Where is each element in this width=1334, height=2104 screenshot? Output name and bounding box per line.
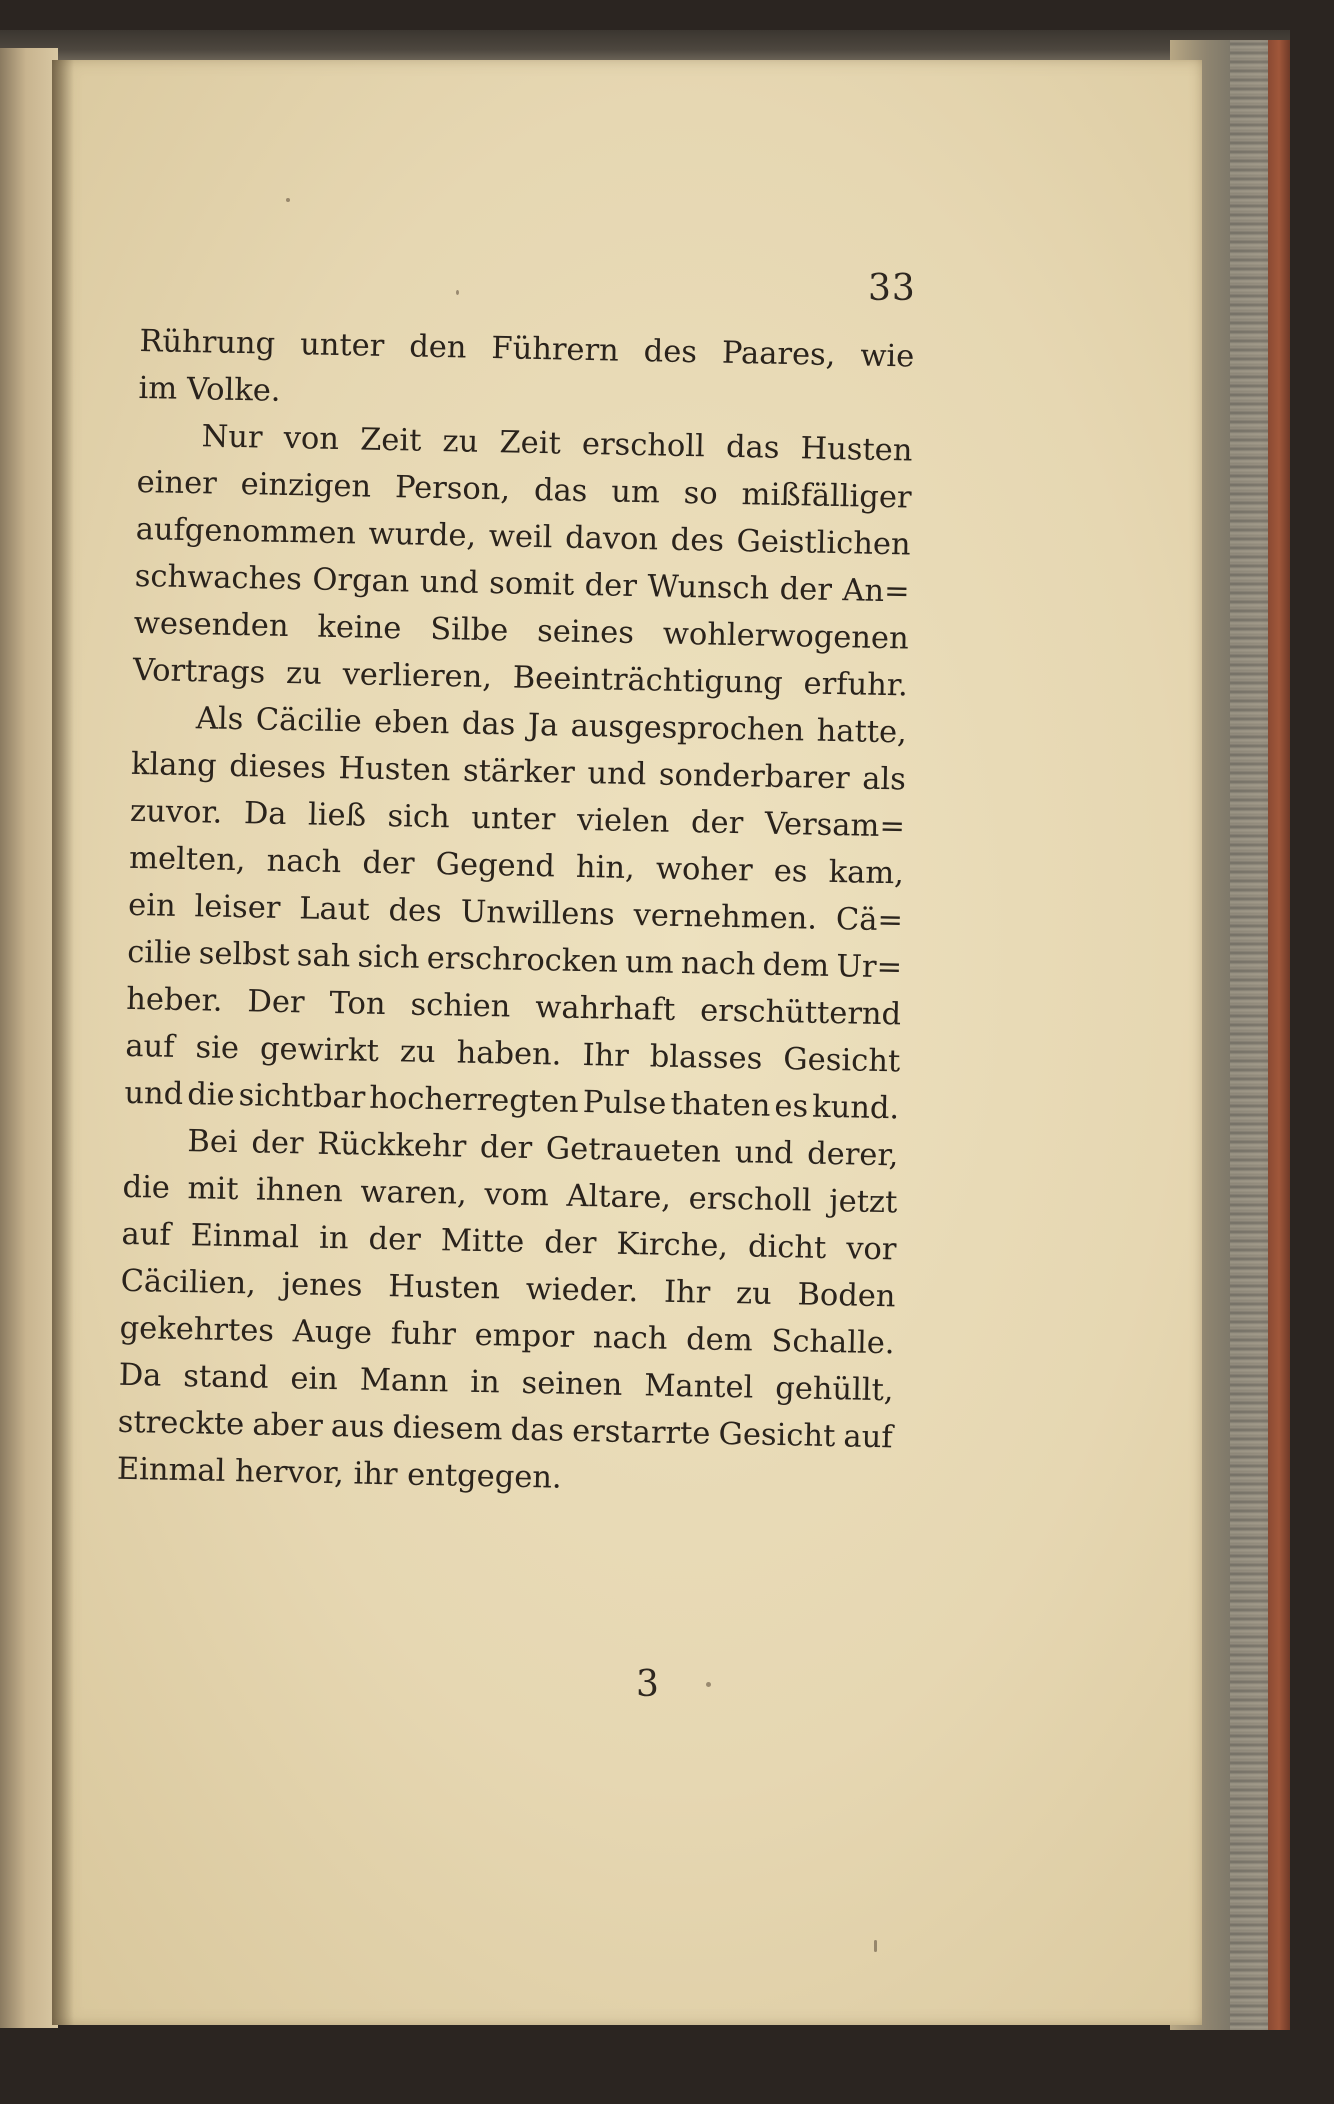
word: Ur= xyxy=(835,949,903,986)
word: wurde, xyxy=(368,516,477,554)
word: des xyxy=(388,893,443,930)
word: Gesicht xyxy=(783,1042,901,1080)
word: davon xyxy=(564,520,659,558)
word: nach xyxy=(592,1320,668,1357)
word: Ja xyxy=(527,707,559,744)
left-page-edge xyxy=(0,48,58,2028)
word: selbst xyxy=(198,936,291,974)
word: Zeit xyxy=(499,425,562,462)
word: jetzt xyxy=(828,1184,898,1221)
word: sich xyxy=(387,799,451,836)
word: stärker xyxy=(462,753,576,791)
word: nach xyxy=(266,843,342,881)
word: stand xyxy=(182,1359,269,1396)
word: Husten xyxy=(387,1269,501,1307)
word: wesenden xyxy=(133,605,289,645)
word: Wunsch xyxy=(647,569,770,607)
word: Rührung xyxy=(139,323,276,362)
word: Unwillens xyxy=(460,894,616,933)
word: der xyxy=(479,1129,533,1167)
word: Pulse xyxy=(582,1085,667,1122)
word: aus xyxy=(330,1409,385,1446)
word: ein xyxy=(127,887,177,924)
word: gekehrtes xyxy=(119,1310,275,1349)
word: das xyxy=(725,429,780,466)
word: zu xyxy=(399,1034,436,1071)
word: erscholl xyxy=(688,1181,812,1219)
word: kund. xyxy=(811,1089,900,1127)
word: Mitte xyxy=(440,1223,525,1260)
word: hocherregten xyxy=(368,1080,580,1120)
word: und xyxy=(734,1135,794,1172)
word: haben. xyxy=(456,1035,562,1073)
word: so xyxy=(683,475,719,512)
word: Vortrags xyxy=(132,652,266,691)
word: ließ xyxy=(307,797,367,834)
word: Führern xyxy=(491,331,620,369)
word: diesem xyxy=(392,1410,503,1448)
word: Ton xyxy=(329,985,386,1023)
word: vielen xyxy=(576,802,670,840)
word: Nur xyxy=(201,419,263,456)
word: Husten xyxy=(800,431,913,469)
word: nach xyxy=(680,945,756,983)
word: sah xyxy=(296,938,351,975)
word: Mantel xyxy=(643,1368,754,1406)
word: streckte xyxy=(117,1404,245,1443)
book-top-edge xyxy=(0,30,1290,62)
word: als xyxy=(861,761,907,798)
word: Als xyxy=(195,701,244,738)
word: wie xyxy=(860,338,915,375)
word: Ihr xyxy=(582,1038,630,1074)
word: Laut xyxy=(298,891,370,928)
book-cover-edge xyxy=(1268,40,1290,2030)
word: Bei xyxy=(187,1124,239,1161)
word: der xyxy=(690,805,744,842)
word: gewirkt xyxy=(259,1031,380,1069)
word: die xyxy=(186,1077,235,1114)
word: Mann xyxy=(359,1362,449,1400)
word: unter xyxy=(299,327,385,364)
word: Versam= xyxy=(764,806,906,845)
word: ein xyxy=(290,1361,339,1398)
word: dieses xyxy=(228,748,327,786)
word: leiser xyxy=(194,889,281,926)
gutter-shadow xyxy=(52,60,74,2025)
word: ihr xyxy=(353,1456,398,1493)
word: cilie xyxy=(126,934,193,972)
word: Da xyxy=(243,796,287,833)
word: mißfälliger xyxy=(741,477,912,516)
word: der xyxy=(779,571,833,608)
word: Altare, xyxy=(566,1178,672,1216)
word: unter xyxy=(470,800,556,838)
word: die xyxy=(122,1169,171,1206)
word: hin, xyxy=(575,849,636,887)
word: schien xyxy=(410,987,511,1025)
word: der xyxy=(362,845,415,882)
word: entgegen. xyxy=(406,1457,563,1496)
word: somit xyxy=(488,566,575,603)
word: des xyxy=(670,522,725,559)
word: der xyxy=(543,1225,597,1262)
word: Der xyxy=(247,984,305,1021)
word: zu xyxy=(285,656,323,692)
word: jenes xyxy=(281,1267,363,1304)
word: Silbe xyxy=(429,611,509,649)
paper-speck xyxy=(286,198,290,202)
word: auf xyxy=(125,1028,175,1065)
word: das xyxy=(461,706,516,743)
word: der xyxy=(368,1221,422,1258)
word: Gesicht xyxy=(718,1416,836,1455)
word: Husten xyxy=(338,751,451,789)
word: seines xyxy=(536,614,635,651)
word: Person, xyxy=(394,470,511,508)
page-body-text xyxy=(116,318,914,1508)
word: ausgesprochen xyxy=(570,708,805,749)
word: Rückkehr xyxy=(316,1126,467,1165)
word: mit xyxy=(187,1171,239,1208)
word: zu xyxy=(735,1276,773,1312)
word: Geistlichen xyxy=(736,524,911,563)
word: vor xyxy=(845,1231,897,1268)
word: erscholl xyxy=(581,426,706,465)
word: auf xyxy=(121,1216,172,1253)
word: das xyxy=(533,472,588,510)
word: auf xyxy=(843,1419,893,1456)
word: in xyxy=(318,1220,349,1257)
word: Beeinträchtigung xyxy=(512,660,784,701)
word: der xyxy=(251,1125,304,1162)
word: sich xyxy=(357,939,420,976)
word: fuhr xyxy=(390,1316,457,1353)
word: wieder. xyxy=(525,1271,639,1310)
word: An= xyxy=(842,573,910,610)
word: im xyxy=(138,370,178,407)
word: um xyxy=(610,474,661,511)
word: das xyxy=(510,1412,565,1449)
word: vernehmen. xyxy=(633,898,818,937)
word: wohlerwogenen xyxy=(662,616,910,657)
word: den xyxy=(408,329,467,366)
word: zuvor. xyxy=(129,793,223,831)
word: erschütternd xyxy=(699,993,902,1033)
word: heber. xyxy=(125,981,223,1019)
word: und xyxy=(419,564,480,601)
word: Schalle. xyxy=(771,1323,895,1362)
word: woher xyxy=(655,851,753,889)
word: verlieren, xyxy=(342,657,493,696)
word: Da xyxy=(118,1357,162,1394)
word: erstarrte xyxy=(571,1413,711,1452)
word: Getraueten xyxy=(545,1131,722,1170)
word: Volke. xyxy=(186,371,281,409)
word: es xyxy=(774,1088,809,1125)
word: einer xyxy=(136,464,218,502)
word: und xyxy=(587,756,647,793)
word: erschrocken xyxy=(426,940,619,980)
word: zu xyxy=(442,424,479,460)
word: der xyxy=(584,567,638,605)
word: Organ xyxy=(312,562,410,600)
word: sie xyxy=(195,1030,240,1067)
word: Cä= xyxy=(835,902,904,939)
word: derer, xyxy=(806,1136,899,1174)
word: keine xyxy=(317,609,402,647)
word: sichtbar xyxy=(238,1078,366,1116)
word: dem xyxy=(685,1322,754,1359)
word: aber xyxy=(252,1407,324,1444)
word: Auge xyxy=(292,1314,373,1351)
word: kam, xyxy=(828,854,905,892)
word: dicht xyxy=(747,1229,827,1266)
word: des xyxy=(643,334,698,371)
word: thaten xyxy=(670,1086,771,1124)
word: klang xyxy=(130,746,217,784)
word: ihnen xyxy=(255,1172,344,1210)
paper-speck xyxy=(456,290,459,295)
word: in xyxy=(469,1364,501,1401)
word: wahrhaft xyxy=(534,990,676,1028)
word: hervor, xyxy=(234,1454,345,1492)
word: von xyxy=(283,420,340,458)
paper-speck xyxy=(706,1682,711,1687)
page-stack-edge xyxy=(1230,40,1270,2030)
word: Einmal xyxy=(116,1451,226,1489)
word: einzigen xyxy=(240,467,372,505)
word: es xyxy=(773,853,808,890)
word: hatte, xyxy=(816,713,908,751)
word: eben xyxy=(373,704,450,742)
word: aufgenommen xyxy=(135,511,357,552)
word: seinen xyxy=(521,1365,623,1403)
word: Cäcilien, xyxy=(120,1263,257,1302)
word: Boden xyxy=(797,1277,896,1315)
word: blasses xyxy=(649,1039,763,1077)
word: Paares, xyxy=(721,335,836,373)
word: um xyxy=(624,944,675,981)
signature-mark: 3 xyxy=(636,1664,659,1705)
word: empor xyxy=(474,1317,575,1355)
word: Zeit xyxy=(359,422,422,459)
word: gehüllt, xyxy=(774,1370,894,1409)
word: Cäcilie xyxy=(255,702,363,740)
word: schwaches xyxy=(134,558,303,598)
word: erfuhr. xyxy=(803,666,909,704)
word: sonderbarer xyxy=(658,757,850,797)
paper-speck xyxy=(874,1940,877,1952)
word: Einmal xyxy=(190,1218,300,1256)
word: vom xyxy=(484,1177,550,1214)
word: Ihr xyxy=(663,1274,711,1311)
word: dem xyxy=(762,947,830,984)
word: Gegend xyxy=(435,847,556,885)
word: waren, xyxy=(360,1174,468,1212)
word: weil xyxy=(488,519,553,556)
word: und xyxy=(124,1075,184,1113)
page-number: 33 xyxy=(868,268,916,309)
word: melten, xyxy=(128,840,246,879)
word: Kirche, xyxy=(616,1226,729,1264)
